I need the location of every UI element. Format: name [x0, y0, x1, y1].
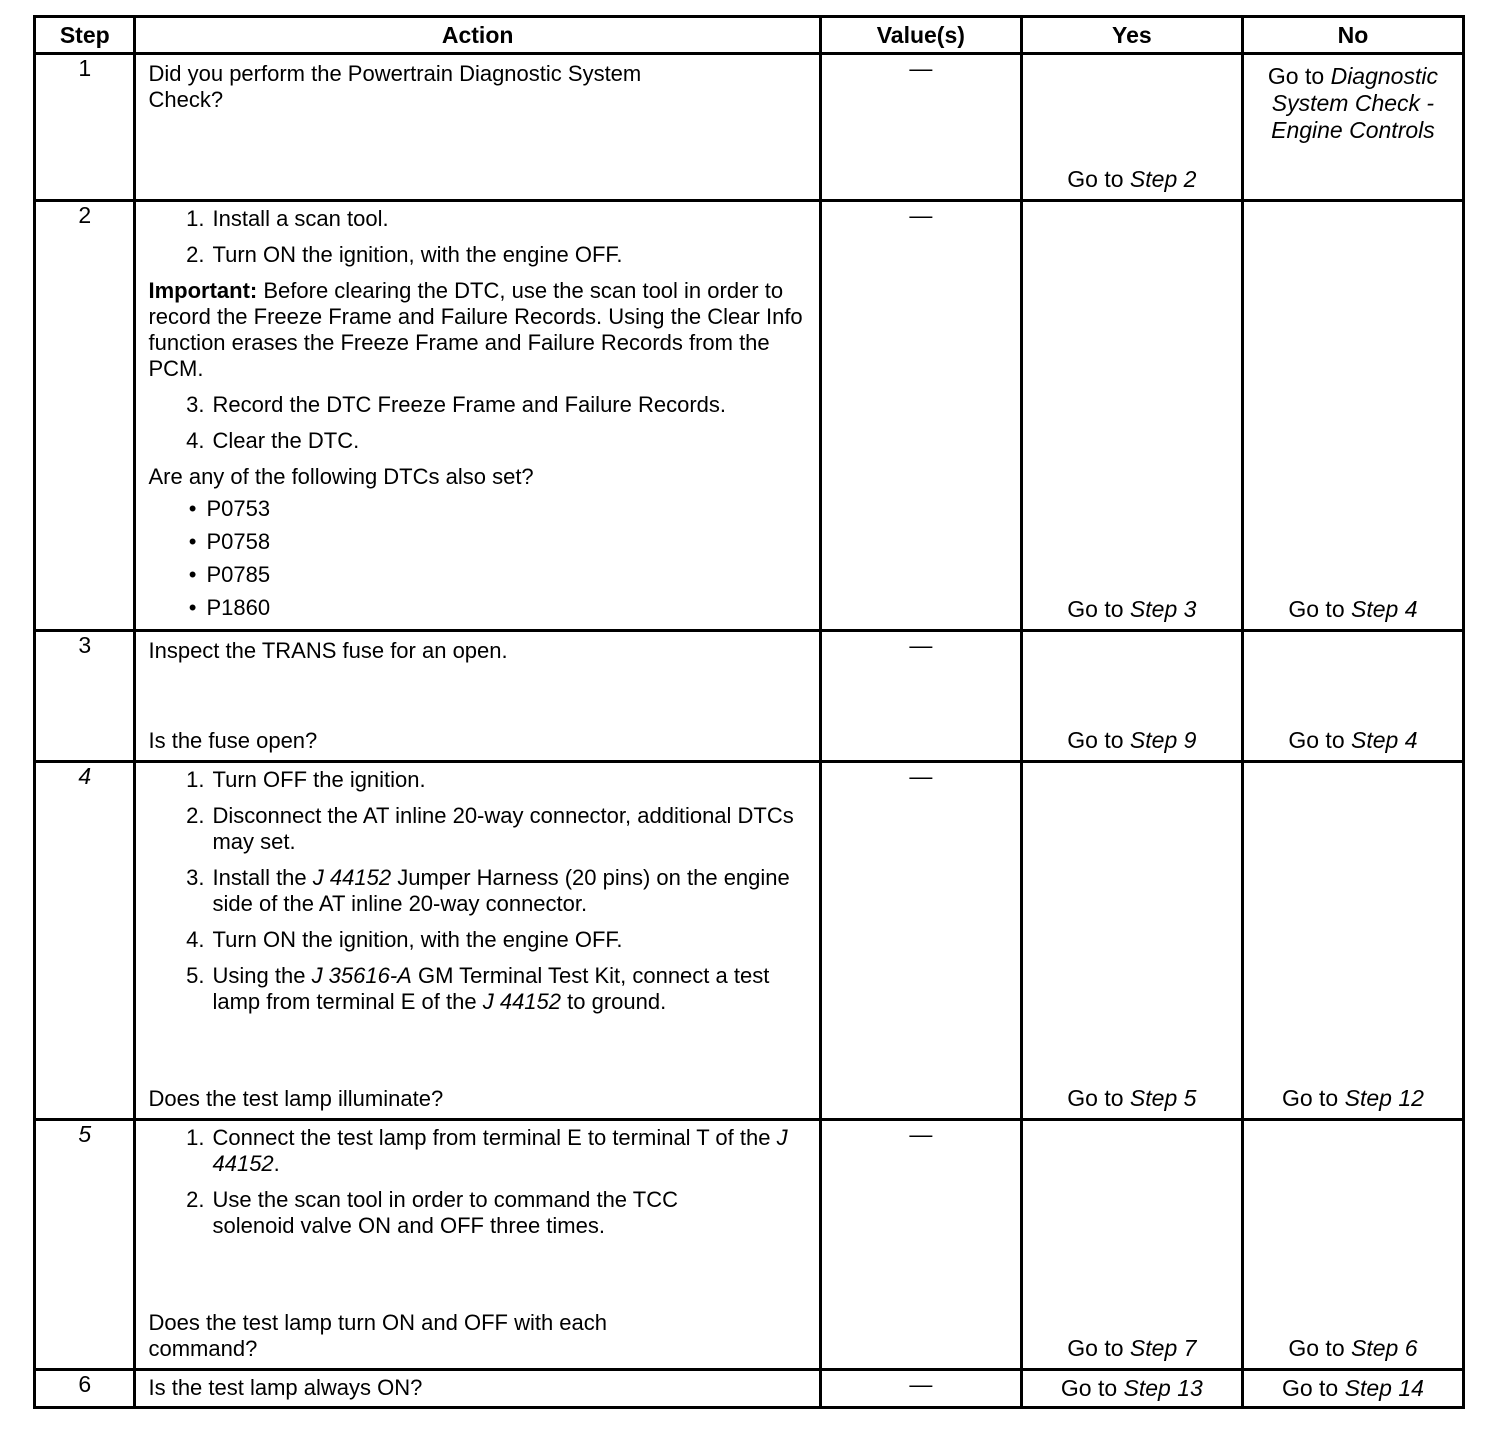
yes-step: Step 3: [1129, 596, 1197, 622]
action-text: GM Terminal Test Kit, connect a test lamp from terminal E of the: [212, 963, 770, 1014]
step-number: 6: [35, 1370, 135, 1408]
important-note: [148, 278, 808, 382]
header-no: No: [1242, 17, 1463, 54]
item-number: 4.: [186, 428, 205, 453]
action-text: Jumper Harness (20 pins) on the engine side of the AT inline 20-way connector.: [212, 865, 790, 916]
no-cell: [1242, 631, 1463, 762]
item-number: 1.: [186, 767, 205, 792]
no-cell: [1242, 1120, 1463, 1370]
action-item: [212, 865, 808, 917]
action-text: Install the: [212, 865, 307, 890]
tool-number: J 44152: [212, 1125, 788, 1176]
item-number: 4.: [186, 927, 205, 952]
action-item: Install a scan tool.: [212, 206, 389, 231]
action-item: Turn OFF the ignition.: [212, 767, 426, 792]
action-cell: [135, 631, 820, 762]
action-question: Is the fuse open?: [148, 728, 318, 753]
action-question: Does the test lamp illuminate?: [148, 1086, 444, 1111]
no-step: Step 4: [1351, 596, 1418, 622]
item-number: 1.: [186, 1125, 205, 1150]
dtc-code: P0785: [206, 562, 271, 587]
yes-cell: [1021, 762, 1242, 1120]
item-number: 3.: [186, 865, 205, 890]
no-step: Step 12: [1344, 1085, 1424, 1111]
no-cell: [1242, 762, 1463, 1120]
bullet-icon: •: [188, 595, 197, 620]
action-cell: [135, 201, 820, 631]
tool-number: J 44152: [312, 865, 392, 890]
table-row: [35, 201, 1464, 631]
yes-step: Step 2: [1129, 166, 1197, 192]
step-number: 4: [35, 762, 135, 1120]
action-question: Did you perform the Powertrain Diagnostic System Check?: [148, 61, 642, 112]
goto-prefix: Go to: [1067, 1335, 1124, 1361]
table-row: [35, 1120, 1464, 1370]
action-item: Turn ON the ignition, with the engine OFF.: [212, 242, 623, 267]
header-yes: Yes: [1021, 17, 1242, 54]
item-number: 1.: [186, 206, 205, 231]
action-text: to ground.: [567, 989, 667, 1014]
goto-prefix: Go to: [1288, 1335, 1345, 1361]
yes-cell: [1021, 1370, 1242, 1408]
value-cell: —: [820, 762, 1021, 1120]
action-cell: [135, 54, 820, 201]
action-question: Is the test lamp always ON?: [148, 1375, 423, 1400]
action-item: Use the scan tool in order to command the TCC solenoid valve ON and OFF three times.: [212, 1187, 678, 1238]
action-item: [212, 963, 808, 1015]
goto-prefix: Go to: [1067, 166, 1124, 192]
action-cell: [135, 762, 820, 1120]
step-number: 1: [35, 54, 135, 201]
no-cell: [1242, 201, 1463, 631]
dtc-code: P0753: [206, 496, 271, 521]
item-number: 3.: [186, 392, 205, 417]
bullet-icon: •: [188, 562, 197, 587]
important-text: Before clearing the DTC, use the scan tool in order to record the Freeze Frame and Failure Records. Using the Clear Info function erases the Freeze Frame and Failure Records from the PCM.: [148, 278, 803, 381]
yes-step: Step 9: [1129, 727, 1197, 753]
no-step: Step 4: [1351, 727, 1418, 753]
table-row: [35, 762, 1464, 1120]
yes-cell: [1021, 201, 1242, 631]
action-item: [212, 1125, 808, 1177]
important-label: Important:: [148, 278, 258, 303]
action-item: Turn ON the ignition, with the engine OFF.: [212, 927, 623, 952]
header-step: Step: [35, 17, 135, 54]
yes-step: Step 7: [1129, 1335, 1197, 1361]
item-number: 2.: [186, 242, 205, 267]
goto-prefix: Go to: [1281, 1375, 1339, 1401]
action-text: Inspect the TRANS fuse for an open.: [148, 638, 508, 663]
goto-prefix: Go to: [1060, 1375, 1118, 1401]
goto-prefix: Go to: [1288, 596, 1345, 622]
yes-cell: [1021, 54, 1242, 201]
action-item: Clear the DTC.: [212, 428, 360, 453]
item-number: 5.: [186, 963, 205, 988]
value-cell: —: [820, 54, 1021, 201]
no-cell: [1242, 54, 1463, 201]
table-row: [35, 54, 1464, 201]
no-cell: [1242, 1370, 1463, 1408]
value-cell: —: [820, 631, 1021, 762]
value-cell: —: [820, 201, 1021, 631]
tool-number: J 35616-A: [311, 963, 412, 988]
no-step: Step 6: [1351, 1335, 1418, 1361]
item-number: 2.: [186, 1187, 205, 1212]
yes-cell: [1021, 1120, 1242, 1370]
goto-prefix: Go to: [1067, 1085, 1124, 1111]
no-step: Step 14: [1344, 1375, 1424, 1401]
dtc-code: P0758: [206, 529, 271, 554]
action-item: Record the DTC Freeze Frame and Failure Records.: [212, 392, 727, 417]
goto-prefix: Go to: [1281, 1085, 1339, 1111]
action-item: Disconnect the AT inline 20-way connector, additional DTCs may set.: [212, 803, 794, 854]
bullet-icon: •: [188, 496, 197, 521]
yes-step: Step 13: [1123, 1375, 1203, 1401]
item-number: 2.: [186, 803, 205, 828]
table-row: [35, 1370, 1464, 1408]
header-row: [35, 17, 1464, 54]
action-text: Connect the test lamp from terminal E to terminal T of the: [212, 1125, 771, 1150]
header-values: Value(s): [820, 17, 1021, 54]
action-cell: [135, 1370, 820, 1408]
goto-prefix: Go to: [1267, 63, 1325, 89]
action-text: Using the: [212, 963, 306, 988]
goto-prefix: Go to: [1288, 727, 1345, 753]
no-step: Diagnostic System Check - Engine Controls: [1271, 63, 1438, 143]
header-action: Action: [135, 17, 820, 54]
table-row: [35, 631, 1464, 762]
action-text: .: [273, 1151, 280, 1176]
step-number: 2: [35, 201, 135, 631]
diagnostic-table: [33, 15, 1465, 1409]
yes-cell: [1021, 631, 1242, 762]
bullet-icon: •: [188, 529, 197, 554]
value-cell: —: [820, 1120, 1021, 1370]
action-question: Are any of the following DTCs also set?: [148, 464, 534, 489]
action-cell: [135, 1120, 820, 1370]
step-number: 3: [35, 631, 135, 762]
dtc-code: P1860: [206, 595, 271, 620]
value-cell: —: [820, 1370, 1021, 1408]
action-question: Does the test lamp turn ON and OFF with each command?: [148, 1310, 608, 1361]
step-number: 5: [35, 1120, 135, 1370]
tool-number: J 44152: [482, 989, 562, 1014]
goto-prefix: Go to: [1067, 596, 1124, 622]
goto-prefix: Go to: [1067, 727, 1124, 753]
yes-step: Step 5: [1129, 1085, 1197, 1111]
